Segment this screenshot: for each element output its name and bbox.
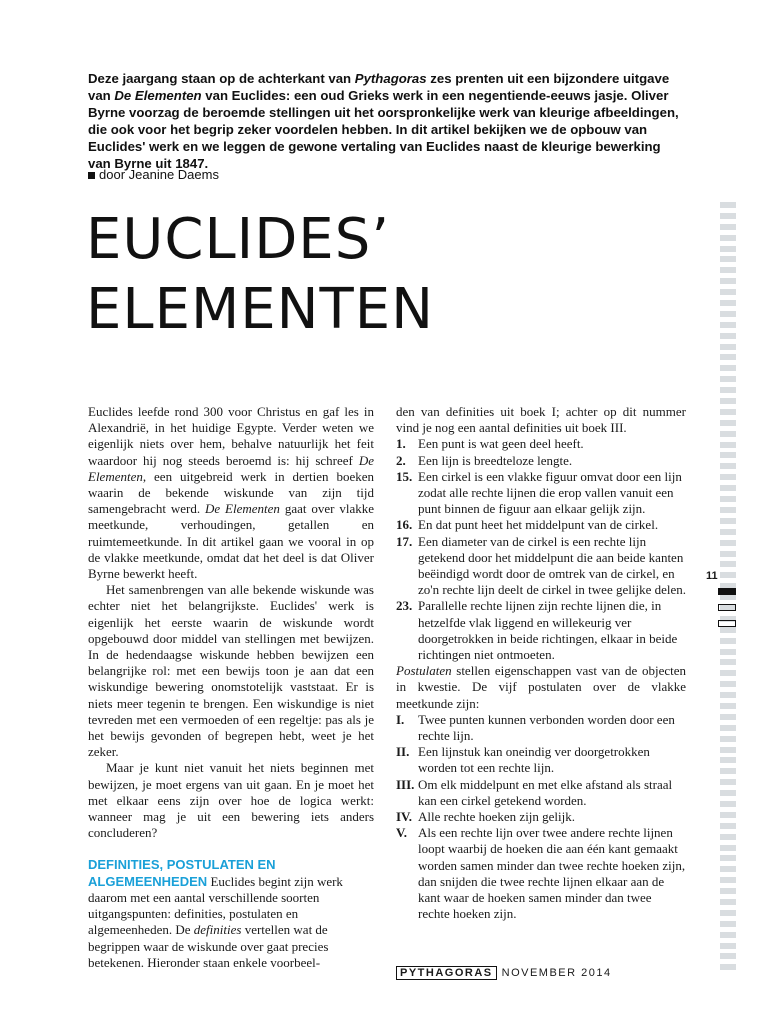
definitions-lead: den van definities uit boek I; achter op dit nummer vind je nog een aantal definities uit boek III. (396, 404, 686, 436)
section-marker (718, 620, 736, 627)
paragraph-1: Euclides leefde rond 300 voor Christus en gaf les in Alexandrië, in het huidige Egypte. Verder weten we eigenlijk niets over hem, behalve natuurlijk het feit waardoor hij nog steeds beroemd is: hij schreef De Elementen, een uitgebreid werk in dertien boeken waarin de bekende wiskunde van zijn tijd samengebracht werd. De Elementen gaat over vlakke meetkunde, verhoudingen, getallen en ruimtemeetkunde. In dit artikel gaan we vooral in op de vlakke meetkunde, omdat dat het deel is dat Oliver Byrne bewerkt heeft. (88, 404, 375, 582)
list-item: V. Als een rechte lijn over twee andere rechte lijnen loopt waarbij de hoeken die aan één kant gemaakt worden samen minder dan twee rechte hoeken zijn, dan snijden die twee rechte lijnen elkaar aan de kant waar de hoeken samen minder dan twee rechte hoeken zijn. (396, 825, 686, 922)
list-item: 15. Een cirkel is een vlakke figuur omvat door een lijn zodat alle rechte lijnen die erop vallen vanuit een punt binnen de figuur aan elkaar gelijk zijn. (396, 468, 682, 517)
postulates-intro: Postulaten stellen eigenschappen vast van de objecten in kwestie. De vijf postulaten over de vlakke meetkunde zijn: (396, 663, 686, 711)
section-markers (718, 588, 736, 636)
intro-work-name: De Elementen (114, 88, 202, 103)
section-marker (718, 604, 736, 611)
left-column (88, 404, 374, 971)
list-item: 23. Parallelle rechte lijnen zijn rechte lijnen die, in hetzelfde vlak liggend en willekeurig ver doorgetrokken in beide richtingen, elkaar in beide richtingen niet ontmoeten. (396, 598, 678, 663)
paragraph-2: Het samenbrengen van alle bekende wiskunde was echter niet het belangrijkste. Euclides' werk is eigenlijk het eerste waarin de wiskunde wordt opgebouwd door middel van stellingen met bewijzen. In de hedendaagse wiskunde hebben bewijzen een belangrijke rol: met een bewijs toon je aan dat een wiskundige bewering onomstotelijk vaststaat. Er is niets meer tegenin te brengen. Een wiskundige is niet tevreden met een vermoeden of een regeltje: pas als je het bewijs gevonden of begrepen hebt, weet je het zeker. (88, 582, 374, 760)
footer-magazine: PYTHAGORAS (396, 966, 497, 980)
bullet-square-icon (88, 172, 95, 179)
list-item: I. Twee punten kunnen verbonden worden door een rechte lijn. (396, 711, 675, 744)
byline: door Jeanine Daems (88, 167, 219, 182)
footer-date: NOVEMBER 2014 (501, 967, 612, 979)
list-item: 16. En dat punt heet het middelpunt van de cirkel. (396, 517, 659, 533)
page-footer (396, 966, 612, 980)
list-item: 2. Een lijn is breedteloze lengte. (396, 452, 573, 468)
section-marker-filled (718, 588, 736, 595)
intro-magazine-name: Pythagoras (354, 71, 427, 86)
page-number: 11 (706, 570, 718, 582)
page-title (86, 205, 434, 345)
right-column (396, 404, 686, 923)
paragraph-3: Maar je kunt niet vanuit het niets beginnen met bewijzen, je moet ergens van uit gaan. En je moet het met elkaar eens zijn over hoe de logica werkt: wanneer mag je uit een bewering iets anders concluderen? (88, 760, 374, 841)
list-item: II. Een lijnstuk kan oneindig ver doorgetrokken worden tot een rechte lijn. (396, 744, 650, 776)
title-line-1: EUCLIDES’ (86, 207, 391, 272)
section-heading: DEFINITIES, POSTULATEN EN ALGEMEENHEDEN (88, 857, 276, 889)
list-item: IV. Alle rechte hoeken zijn gelijk. (396, 809, 576, 825)
list-item: 1. Een punt is wat geen deel heeft. (396, 436, 584, 452)
title-line-2: ELEMENTEN (86, 277, 435, 342)
list-item: 17. Een diameter van de cirkel is een rechte lijn getekend door het middelpunt die aan beide kanten beëindigd wordt door de omtrek van de cirkel, en zo'n rechte lijn deelt de cirkel in twee gelijke delen. (396, 533, 687, 598)
list-item: III. Om elk middelpunt en met elke afstand als straal kan een cirkel getekend worden. (396, 776, 673, 808)
postulates-list (396, 712, 686, 923)
paragraph-4: DEFINITIES, POSTULATEN EN ALGEMEENHEDEN Euclides begint zijn werk daarom met een aantal verschillende soorten uitgangspunten: definities, postulaten en algemeenheden. De definities vertellen wat de begrippen waar de wiskunde over gaat precies betekenen. Hieronder staan enkele voorbeel- (88, 857, 343, 970)
intro-paragraph: Deze jaargang staan op de achterkant van Pythagoras zes prenten uit een bijzondere uitgave van De Elementen van Euclides: een oud Grieks werk in een negentiende-eeuws jasje. Oliver Byrne voorzag de beroemde stellingen uit het oorspronkelijke werk van kleurige afbeeldingen, die ook voor het begrip zeker voordelen hebben. In dit artikel bekijken we de opbouw van Euclides' werk en we leggen de gewone vertaling van Euclides naast de kleurige bewerking van Byrne uit 1847. (88, 71, 679, 171)
definitions-list (396, 436, 686, 663)
